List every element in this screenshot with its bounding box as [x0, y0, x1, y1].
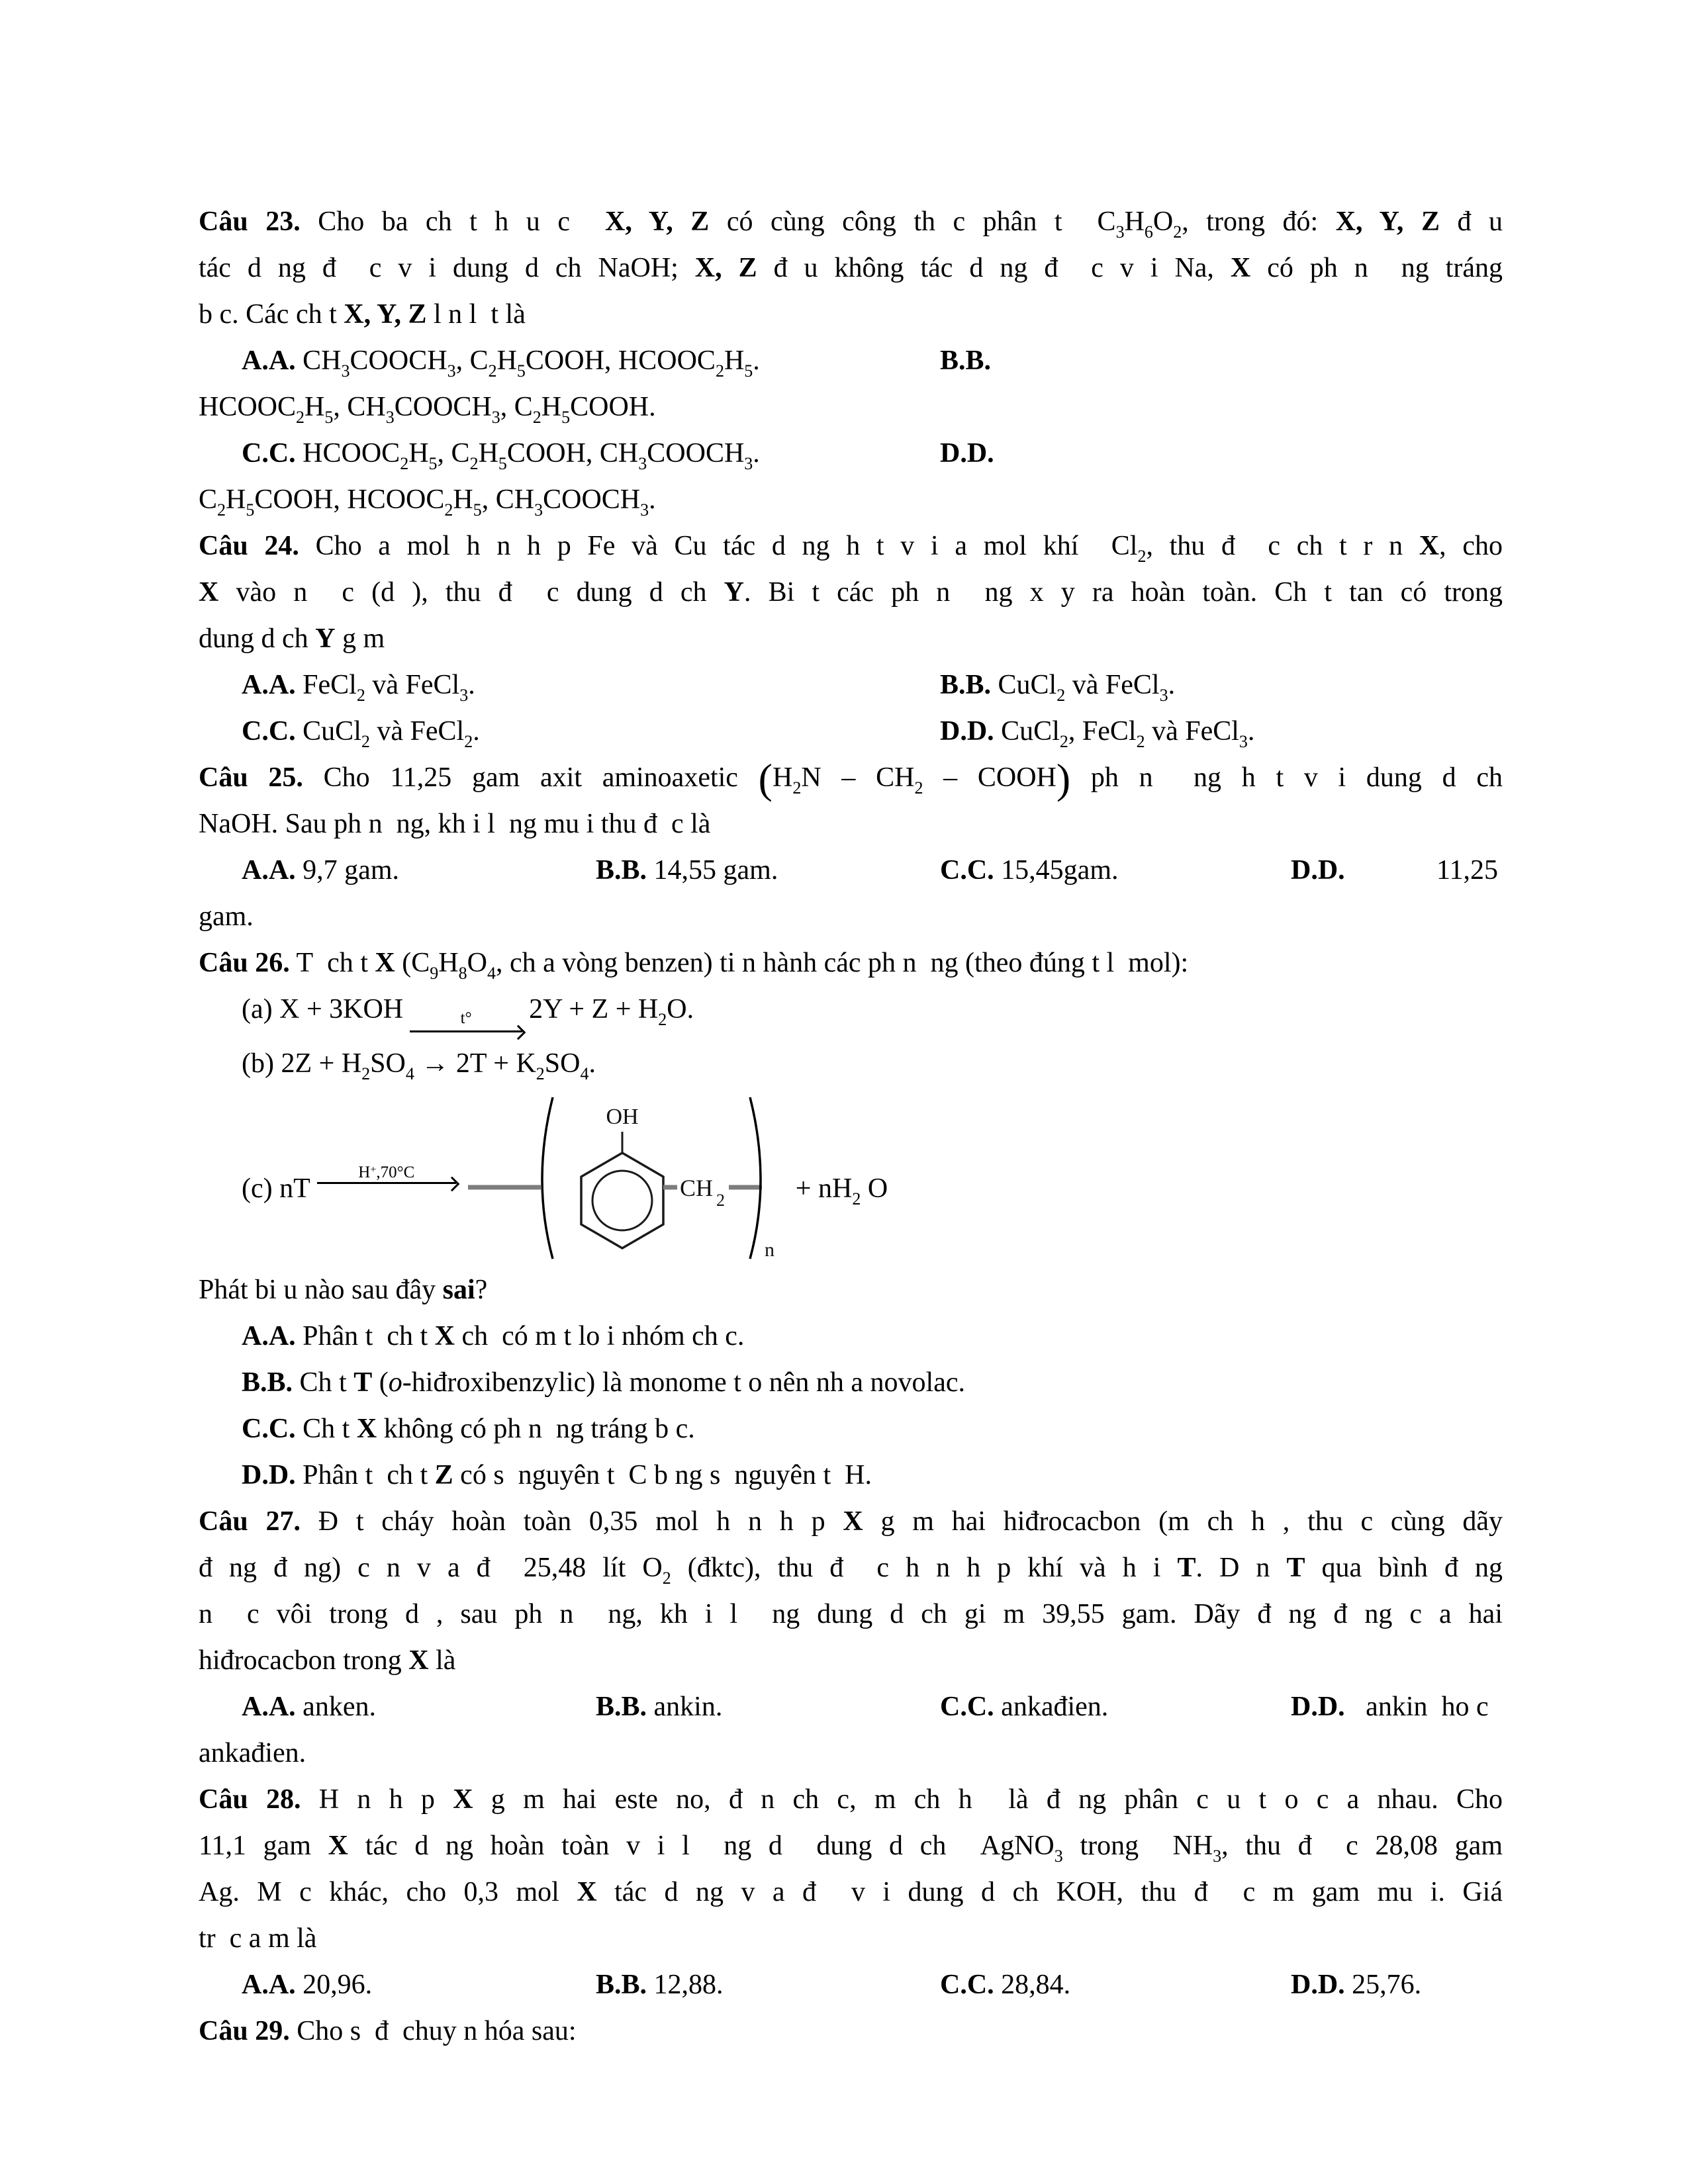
reaction-c-label: (c) nT [242, 1173, 310, 1204]
q24-line-3: dung d ch Y g m [199, 623, 385, 654]
q24-options-cd [199, 708, 1503, 754]
reaction-c-scheme [199, 1087, 1503, 1267]
q28-option-b: B.B. 12,88. [596, 1970, 724, 2000]
q24-option-a: A.A. FeCl$_2$ và FeCl$_3$. [242, 670, 475, 705]
q23-line-2: tác d ng đ c v i dung d ch NaOH; X, Z đ u không tác d ng đ c v i Na, X có ph n ng tráng [199, 253, 1503, 283]
q27-line-3: n c vôi trong d , sau ph n ng, kh i l ng dung d ch gi m 39,55 gam. Dãy đ ng đ ng c a hai [199, 1599, 1503, 1629]
q25-option-d-value: 11,25 [1436, 855, 1498, 886]
q27-option-c: C.C. ankađien. [940, 1692, 1109, 1722]
q25-option-a: A.A. 9,7 gam. [242, 855, 399, 886]
arrow-condition-label: H+,70°C [358, 1163, 415, 1181]
q25-option-d-continuation: gam. [199, 901, 254, 932]
q27-options [199, 1684, 1503, 1730]
q24-option-c: C.C. CuCl$_2$ và FeCl$_2$. [242, 716, 480, 751]
q23-line-3: b c. Các ch t X, Y, Z l n l t là [199, 299, 526, 330]
q27-option-d: D.D. ankin ho c [1291, 1692, 1489, 1722]
q24-line-2: X vào n c (d ), thu đ c dung d ch Y. Bi t các ph n ng x y ra hoàn toàn. Ch t tan có trong [199, 577, 1503, 608]
q26-question: Phát bi u nào sau đây sai? [199, 1275, 488, 1305]
q26-option-a: A.A. Phân t ch t X ch có m t lo i nhóm ch c. [242, 1321, 745, 1351]
q23-option-a: A.A. $CH_3COOCH_3$, $C_2H_5COOH$, $HCOOC_2H_5$. [242, 345, 760, 381]
q25-option-b: B.B. 14,55 gam. [596, 855, 778, 886]
q27-option-d-continuation: ankađien. [199, 1738, 306, 1768]
q23-line-1: Câu 23. Cho ba ch t h u c X, Y, Z có cùng công th c phân t $C_3H_6O_2$, trong đó: X, Y, Z đ u [199, 206, 1503, 242]
q28-option-d: D.D. 25,76. [1291, 1970, 1422, 2000]
q25-line-2: NaOH. Sau ph n ng, kh i l ng mu i thu đ c là [199, 809, 711, 839]
benzene-ring-circle [592, 1171, 652, 1230]
oh-label: OH [606, 1105, 639, 1129]
q28-options [199, 1962, 1503, 2008]
q23-option-b-continuation: $HCOOC_2H_5$, $CH_3COOCH_3$, $C_2H_5COOH$. [199, 392, 656, 427]
q25-line-1: Câu 25. Cho 11,25 gam axit aminoaxetic ($H_2N - CH_2$ – COOH) ph n ng h t v i dung d ch [199, 755, 1503, 802]
q29-line-1: Câu 29. Cho s đ chuy n hóa sau: [199, 2016, 577, 2046]
q24-line-1: Câu 24. Cho a mol h n h p Fe và Cu tác d ng h t v i a mol khí $Cl_2$, thu đ c ch t r n X, cho [199, 531, 1503, 566]
q28-line-1: Câu 28. H n h p X g m hai este no, đ n ch c, m ch h là đ ng phân c u t o c a nhau. Cho [199, 1784, 1503, 1815]
q26-option-d: D.D. Phân t ch t Z có s nguyên t C b ng s nguyên t H. [242, 1460, 872, 1490]
q23-option-b: B.B. [940, 345, 992, 376]
q24-option-d: D.D. CuCl$_2$, FeCl$_2$ và FeCl$_3$. [940, 716, 1255, 751]
reaction-c-product: + $nH_2$ O [795, 1173, 888, 1208]
q23-option-c: C.C. $HCOOC_2H_5$, $C_2H_5COOH$, $CH_3COOCH_3$. [242, 438, 760, 473]
q23-option-d: D.D. [940, 438, 994, 469]
q26-option-c: C.C. Ch t X không có ph n ng tráng b c. [242, 1414, 695, 1444]
q28-option-a: A.A. 20,96. [242, 1970, 373, 2000]
q24-option-b: B.B. CuCl$_2$ và FeCl$_3$. [940, 670, 1176, 705]
benzene-ring [581, 1153, 663, 1248]
q26-equation-a: (a) X + 3KOH t° $2Y + Z + H_2O$. [199, 986, 1503, 1040]
ch2-label: CH [679, 1175, 713, 1201]
q27-line-2: đ ng đ ng) c n v a đ 25,48 lít $O_2$ (đktc), thu đ c h n h p khí và h i T. D n T qua bình đ ng [199, 1553, 1503, 1588]
q28-line-4: tr c a m là [199, 1923, 317, 1954]
reaction-arrow-icon: t° [410, 1011, 522, 1040]
open-parenthesis [542, 1097, 553, 1259]
q26-line-1: Câu 26. T ch t X ($C_9H_8O_4$, ch a vòng benzen) ti n hành các ph n ng (theo đúng t l mol): [199, 948, 1189, 983]
q27-line-1: Câu 27. Đ t cháy hoàn toàn 0,35 mol h n h p X g m hai hiđrocacbon (m ch h , thu c cùng dãy [199, 1506, 1503, 1537]
q23-options-cd [199, 430, 1503, 477]
q27-option-b: B.B. ankin. [596, 1692, 723, 1722]
q26-equation-b: (b) $2Z + H_2SO_4 \to 2T + K_2SO_4$. [242, 1048, 596, 1083]
q26-option-b: B.B. Ch t T (o-hiđroxibenzylic) là monome t o nên nh a novolac. [242, 1367, 965, 1398]
q27-option-a: A.A. anken. [242, 1692, 376, 1722]
q24-options-ab [199, 662, 1503, 708]
q28-option-c: C.C. 28,84. [940, 1970, 1071, 2000]
q28-line-3: Ag. M c khác, cho 0,3 mol X tác d ng v a đ v i dung d ch KOH, thu đ c m gam mu i. Giá [199, 1877, 1503, 1907]
q23-options-ab [199, 338, 1503, 384]
q28-line-2: 11,1 gam X tác d ng hoàn toàn v i l ng d dung d ch AgNO$_3$ trong $NH_3$, thu đ c 28,08 gam [199, 1831, 1503, 1866]
ch2-subscript: 2 [716, 1191, 725, 1210]
q25-options [199, 847, 1503, 893]
q25-option-d: D.D. [1291, 855, 1345, 886]
q25-option-c: C.C. 15,45gam. [940, 855, 1119, 886]
n-subscript: n [764, 1239, 774, 1261]
exam-content [199, 199, 1503, 2054]
close-parenthesis [750, 1097, 761, 1259]
q27-line-4: hiđrocacbon trong X là [199, 1645, 456, 1676]
reaction-arrow-icon [317, 1162, 456, 1192]
q23-option-d-continuation: $C_2H_5COOH$, $HCOOC_2H_5$, $CH_3COOCH_3$. [199, 484, 656, 520]
novolac-repeat-unit-diagram [467, 1089, 778, 1264]
